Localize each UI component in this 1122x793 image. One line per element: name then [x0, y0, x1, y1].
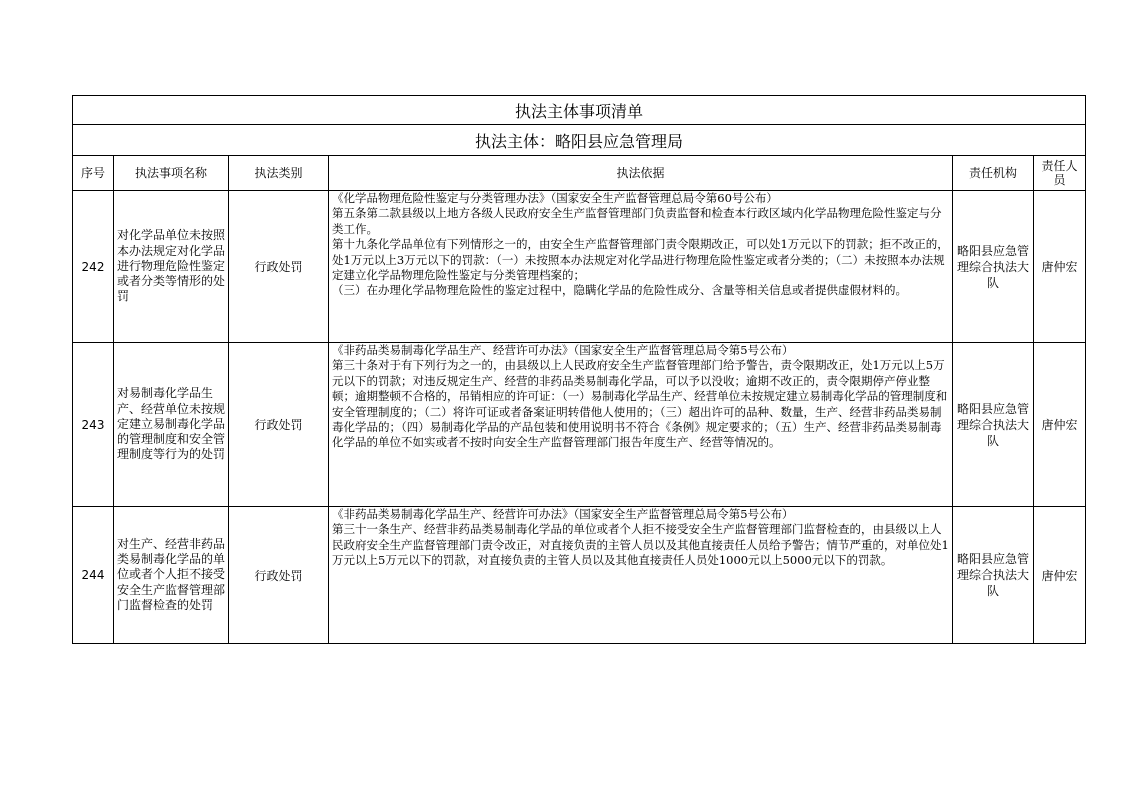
- item-basis: [329, 191, 953, 343]
- subtitle-row: [73, 125, 1086, 156]
- row-number: 242: [73, 191, 114, 343]
- responsible-org: 略阳县应急管理综合执法大队: [953, 343, 1034, 507]
- item-name: 对化学品单位未按照本办法规定对化学品进行物理危险性鉴定或者分类等情形的处罚: [114, 191, 229, 343]
- row-number: 244: [73, 507, 114, 644]
- enforcement-items-table: [72, 95, 1086, 644]
- item-type: 行政处罚: [229, 343, 329, 507]
- basis-paragraph: 《化学品物理危险性鉴定与分类管理办法》（国家安全生产监督管理总局令第60号公布）: [332, 191, 778, 205]
- header-person: 责任人员: [1034, 156, 1086, 191]
- header-name: 执法事项名称: [114, 156, 229, 191]
- responsible-org: 略阳县应急管理综合执法大队: [953, 191, 1034, 343]
- basis-paragraph: 《非药品类易制毒化学品生产、经营许可办法》（国家安全生产监督管理总局令第5号公布）: [332, 507, 794, 521]
- item-name: 对易制毒化学品生产、经营单位未按规定建立易制毒化学品的管理制度和安全管理制度等行为的处罚: [114, 343, 229, 507]
- table-row: [73, 507, 1086, 644]
- sheet-subtitle: 执法主体：略阳县应急管理局: [73, 125, 1086, 156]
- header-no: 序号: [73, 156, 114, 191]
- basis-paragraph: 第十九条化学品单位有下列情形之一的，由安全生产监督管理部门责令限期改正，可以处1万元以下的罚款；拒不改正的，处1万元以上3万元以下的罚款：（一）未按照本办法规定对化学品进行物理危险性鉴定或者分类的；（二）未按照本办法规定建立化学品物理危险性鉴定与分类管理档案的；: [332, 237, 949, 283]
- sheet-title: 执法主体事项清单: [73, 96, 1086, 125]
- table-row: [73, 343, 1086, 507]
- row-number: 243: [73, 343, 114, 507]
- item-name: 对生产、经营非药品类易制毒化学品的单位或者个人拒不接受安全生产监督管理部门监督检查的处罚: [114, 507, 229, 644]
- basis-paragraph: 《非药品类易制毒化学品生产、经营许可办法》（国家安全生产监督管理总局令第5号公布）: [332, 343, 794, 357]
- header-org: 责任机构: [953, 156, 1034, 191]
- responsible-person: 唐仲宏: [1034, 343, 1086, 507]
- header-type: 执法类别: [229, 156, 329, 191]
- basis-paragraph: 第三十条对于有下列行为之一的，由县级以上人民政府安全生产监督管理部门给予警告，责令限期改正，处1万元以上5万元以下的罚款；对违反规定生产、经营的非药品类易制毒化学品，可以予以没收；逾期不改正的，责令限期停产停业整顿；逾期整顿不合格的，吊销相应的许可证：（一）易制毒化学品生产、经营单位未按规定建立易制毒化学品的管理制度和安全管理制度的；（二）将许可证或者备案证明转借他人使用的；（三）超出许可的品种、数量，生产、经营非药品类易制毒化学品的；（四）易制毒化学品的产品包装和使用说明书不符合《条例》规定要求的；（五）生产、经营非药品类易制毒化学品的单位不如实或者不按时向安全生产监督管理部门报告年度生产、经营等情况的。: [332, 358, 948, 450]
- basis-paragraph: 第三十一条生产、经营非药品类易制毒化学品的单位或者个人拒不接受安全生产监督管理部门监督检查的，由县级以上人民政府安全生产监督管理部门责令改正，对直接负责的主管人员以及其他直接责任人员给予警告；情节严重的，对单位处1万元以上5万元以下的罚款，对直接负责的主管人员以及其他直接责任人员处1000元以上5000元以下的罚款。: [332, 522, 949, 568]
- basis-paragraph: 第五条第二款县级以上地方各级人民政府安全生产监督管理部门负责监督和检查本行政区域内化学品物理危险性鉴定与分类工作。: [332, 206, 942, 236]
- responsible-person: 唐仲宏: [1034, 507, 1086, 644]
- table-row: [73, 191, 1086, 343]
- item-type: 行政处罚: [229, 191, 329, 343]
- item-type: 行政处罚: [229, 507, 329, 644]
- item-basis: [329, 343, 953, 507]
- header-basis: 执法依据: [329, 156, 953, 191]
- basis-paragraph: （三）在办理化学品物理危险性的鉴定过程中，隐瞒化学品的危险性成分、含量等相关信息或者提供虚假材料的。: [332, 283, 907, 298]
- responsible-person: 唐仲宏: [1034, 191, 1086, 343]
- responsible-org: 略阳县应急管理综合执法大队: [953, 507, 1034, 644]
- header-row: [73, 156, 1086, 191]
- title-row: [73, 96, 1086, 125]
- item-basis: [329, 507, 953, 644]
